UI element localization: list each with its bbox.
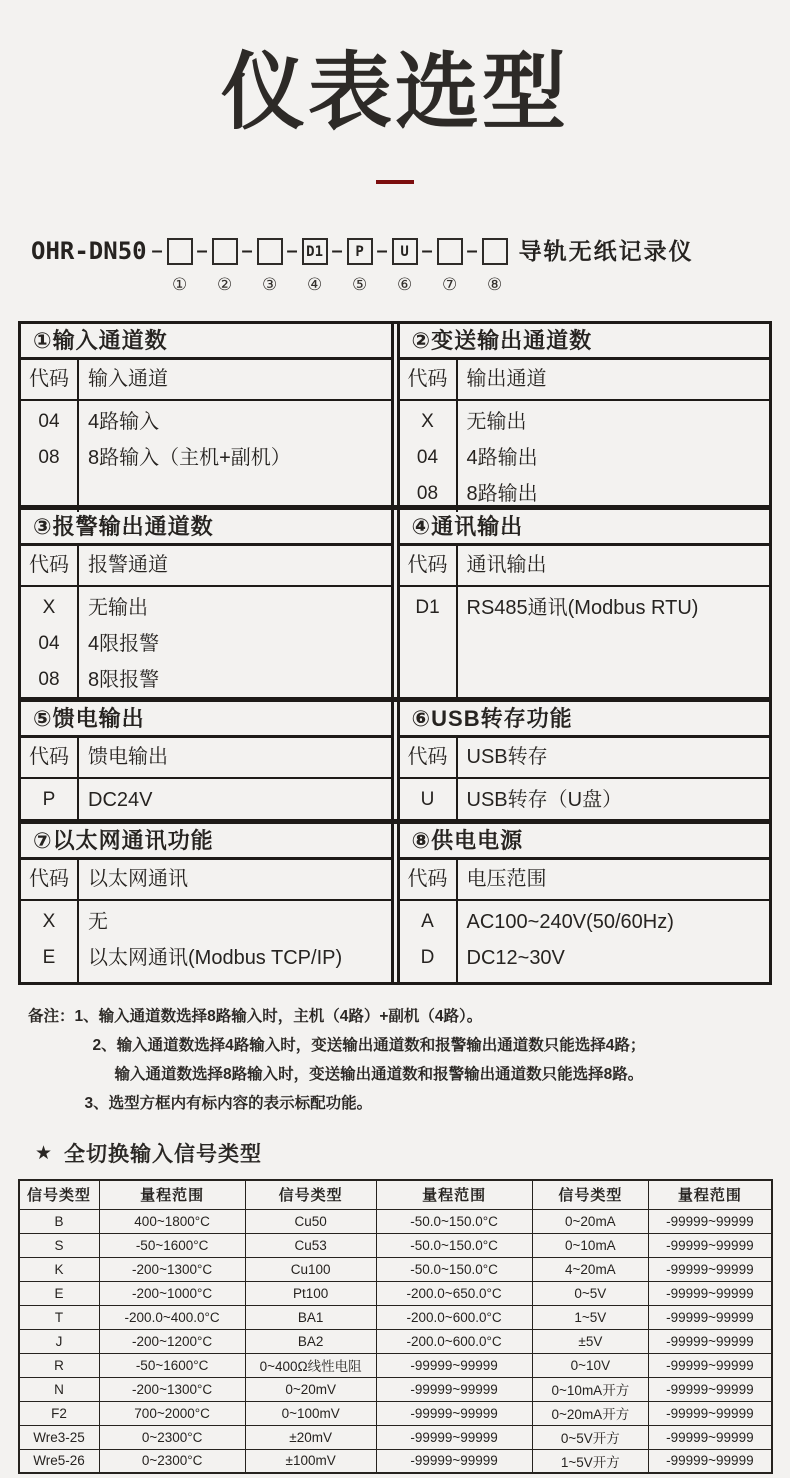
model-position [373, 236, 418, 295]
header-desc-label: USB转存 [466, 746, 548, 768]
note-line: 3、选型方框内有标内容的表示标配功能。 [84, 1095, 373, 1112]
code-value: 04 [416, 447, 439, 468]
header-code-label: 代码 [400, 738, 458, 777]
signal-type-table [18, 1179, 773, 1474]
code-value: P [42, 789, 56, 810]
table-cell: -99999~99999 [649, 1401, 772, 1425]
note-line: 输入通道数选择8路输入时，变送输出通道数和报警输出通道数只能选择8路。 [114, 1066, 644, 1083]
table-cell: ±5V [532, 1329, 649, 1353]
signal-table-header-cell: 信号类型 [245, 1180, 376, 1209]
code-value: A [421, 911, 434, 932]
table-cell: -200~1300°C [99, 1257, 245, 1281]
table-cell: -99999~99999 [649, 1449, 772, 1473]
table-cell: 0~5V开方 [532, 1425, 649, 1449]
table-cell: -99999~99999 [649, 1329, 772, 1353]
table-cell: -99999~99999 [376, 1425, 532, 1449]
dash-separator: – [331, 240, 343, 262]
model-code-box-filled: D1 [302, 238, 328, 265]
code-value: U [420, 789, 435, 810]
position-number: ③ [261, 275, 278, 294]
table-row [19, 1401, 772, 1425]
star-icon: ★ [35, 1142, 54, 1164]
position-number: ① [171, 275, 188, 294]
selection-block [400, 510, 770, 698]
header-code-label: 代码 [21, 860, 79, 899]
signal-section-title-text: 全切换输入信号类型 [64, 1143, 263, 1166]
position-number: ⑥ [396, 275, 413, 294]
header-desc-label: 输入通道 [88, 368, 168, 390]
selection-block [21, 510, 391, 698]
desc-value: DC12~30V [466, 947, 565, 969]
code-value: X [42, 597, 56, 618]
header-code-label: 代码 [21, 738, 79, 777]
code-column [21, 901, 79, 982]
code-value: 08 [38, 669, 60, 690]
selection-block-header [400, 860, 770, 901]
header-code-label: 代码 [400, 546, 458, 585]
table-row [19, 1329, 772, 1353]
table-cell: 1~5V开方 [532, 1449, 649, 1473]
table-cell: -99999~99999 [649, 1209, 772, 1233]
model-code-box-empty [257, 238, 283, 265]
model-position [463, 236, 508, 295]
table-cell: Cu100 [245, 1257, 376, 1281]
code-value: X [42, 911, 56, 932]
code-column [400, 779, 458, 819]
table-cell: -99999~99999 [649, 1425, 772, 1449]
table-row [19, 1209, 772, 1233]
table-row [19, 1449, 772, 1473]
table-row [19, 1377, 772, 1401]
signal-table-header-cell: 量程范围 [99, 1180, 245, 1209]
model-suffix: 导轨无纸记录仪 [518, 238, 694, 264]
model-code-box-filled: U [392, 238, 418, 265]
header-desc-label: 电压范围 [466, 868, 547, 890]
model-code-box-empty [482, 238, 508, 265]
table-cell: -99999~99999 [649, 1281, 772, 1305]
selection-block-title: ⑧供电电源 [400, 824, 770, 860]
table-cell: 0~5V [532, 1281, 649, 1305]
table-cell: Pt100 [245, 1281, 376, 1305]
table-cell: -200.0~400.0°C [99, 1305, 245, 1329]
dash-separator: – [376, 240, 388, 262]
desc-column [79, 401, 391, 512]
header-desc-label: 以太网通讯 [88, 868, 188, 890]
header-code-label: 代码 [400, 860, 458, 899]
table-cell: -99999~99999 [649, 1353, 772, 1377]
header-desc-label: 馈电输出 [88, 746, 168, 768]
desc-value: 4路输入 [88, 411, 160, 433]
dash-separator: – [421, 240, 433, 262]
table-cell: -99999~99999 [376, 1449, 532, 1473]
selection-block [400, 702, 770, 819]
code-column [21, 587, 79, 698]
model-code-box-empty [437, 238, 463, 265]
selection-block-title: ⑤馈电输出 [21, 702, 391, 738]
desc-value: 以太网通讯(Modbus TCP/IP) [88, 947, 343, 969]
notes [28, 1002, 790, 1118]
title-underline [376, 180, 414, 184]
desc-value: RS485通讯(Modbus RTU) [466, 597, 699, 619]
code-value: 08 [38, 447, 60, 468]
table-cell: S [19, 1233, 100, 1257]
dash-separator: – [241, 240, 253, 262]
table-cell: 4~20mA [532, 1257, 649, 1281]
model-code-box-filled: P [347, 238, 373, 265]
position-number: ⑦ [441, 275, 458, 294]
table-cell: Wre5-26 [19, 1449, 100, 1473]
table-cell: -99999~99999 [649, 1377, 772, 1401]
selection-block-header [21, 738, 391, 779]
table-cell: J [19, 1329, 100, 1353]
table-cell: BA1 [245, 1305, 376, 1329]
table-cell: -200~1300°C [99, 1377, 245, 1401]
model-code-box-empty [167, 238, 193, 265]
desc-column [79, 901, 391, 982]
table-cell: -99999~99999 [376, 1353, 532, 1377]
table-row [19, 1425, 772, 1449]
code-column [400, 401, 458, 512]
table-cell: 1~5V [532, 1305, 649, 1329]
selection-pair-row [21, 824, 769, 982]
table-cell: -50.0~150.0°C [376, 1257, 532, 1281]
header-code-label: 代码 [21, 546, 79, 585]
desc-value: 无输出 [88, 597, 148, 619]
table-cell: E [19, 1281, 100, 1305]
table-cell: 400~1800°C [99, 1209, 245, 1233]
table-cell: 0~400Ω线性电阻 [245, 1353, 376, 1377]
desc-value: 8路输出 [466, 483, 538, 505]
desc-column [458, 901, 770, 982]
table-cell: -200~1000°C [99, 1281, 245, 1305]
position-number: ② [216, 275, 233, 294]
selection-block-title: ②变送输出通道数 [400, 324, 770, 360]
selection-pair-row [21, 324, 769, 505]
table-cell: 0~10V [532, 1353, 649, 1377]
selection-block-header [21, 860, 391, 901]
signal-table-header-cell: 量程范围 [649, 1180, 772, 1209]
table-cell: Wre3-25 [19, 1425, 100, 1449]
note-line: 1、输入通道数选择8路输入时，主机（4路）+副机（4路）。 [74, 1008, 483, 1025]
selection-block [400, 324, 770, 512]
table-cell: 0~20mA [532, 1209, 649, 1233]
model-position [328, 236, 373, 295]
selection-block-header [400, 738, 770, 779]
signal-section-title [35, 1138, 790, 1168]
table-cell: -50~1600°C [99, 1353, 245, 1377]
desc-value: DC24V [88, 789, 153, 811]
table-row [19, 1305, 772, 1329]
code-value: 04 [38, 633, 60, 654]
selection-block-title: ①输入通道数 [21, 324, 391, 360]
signal-table-header-cell: 信号类型 [532, 1180, 649, 1209]
model-code-box-empty [212, 238, 238, 265]
note-line: 2、输入通道数选择4路输入时，变送输出通道数和报警输出通道数只能选择4路； [92, 1037, 646, 1054]
table-cell: 0~10mA [532, 1233, 649, 1257]
table-cell: -99999~99999 [649, 1233, 772, 1257]
notes-lines [75, 1002, 646, 1118]
dash-separator: – [466, 240, 478, 262]
table-row [19, 1257, 772, 1281]
desc-column [79, 779, 391, 819]
desc-value: AC100~240V(50/60Hz) [466, 911, 674, 933]
desc-column [79, 587, 391, 698]
table-cell: ±20mV [245, 1425, 376, 1449]
table-cell: -200.0~600.0°C [376, 1329, 532, 1353]
code-column [400, 901, 458, 982]
table-cell: 0~2300°C [99, 1449, 245, 1473]
model-position [238, 236, 283, 295]
code-column [400, 587, 458, 698]
table-cell: K [19, 1257, 100, 1281]
table-cell: Cu53 [245, 1233, 376, 1257]
selection-block-title: ⑦以太网通讯功能 [21, 824, 391, 860]
code-value: 08 [416, 483, 439, 504]
header-code-label: 代码 [21, 360, 79, 399]
table-cell: ±100mV [245, 1449, 376, 1473]
page-title: 仪表选型 [220, 45, 569, 139]
selection-block [400, 824, 770, 982]
notes-label: 备注： [28, 1008, 75, 1025]
table-cell: -50.0~150.0°C [376, 1209, 532, 1233]
signal-table-header-row [19, 1180, 772, 1209]
desc-value: 8限报警 [88, 669, 160, 691]
selection-pair-row [21, 702, 769, 819]
selection-table [18, 321, 772, 985]
selection-block-title: ⑥USB转存功能 [400, 702, 770, 738]
table-cell: -99999~99999 [376, 1377, 532, 1401]
table-cell: 0~10mA开方 [532, 1377, 649, 1401]
model-prefix: OHR-DN50 [31, 237, 147, 265]
model-position [283, 236, 328, 295]
header-code-label: 代码 [400, 360, 458, 399]
code-value: E [42, 947, 56, 968]
selection-block-header [400, 360, 770, 401]
desc-column [458, 779, 770, 819]
dash-separator: – [151, 240, 163, 262]
desc-column [458, 587, 770, 698]
table-cell: 700~2000°C [99, 1401, 245, 1425]
selection-block-header [21, 360, 391, 401]
table-cell: N [19, 1377, 100, 1401]
table-row [19, 1353, 772, 1377]
model-position [193, 236, 238, 295]
code-column [21, 401, 79, 512]
desc-value: 无 [88, 911, 108, 933]
signal-table-header-cell: 量程范围 [376, 1180, 532, 1209]
desc-value: 4路输出 [466, 447, 538, 469]
header-desc-label: 报警通道 [88, 554, 168, 576]
model-position [418, 236, 463, 295]
header-desc-label: 输出通道 [466, 368, 547, 390]
table-cell: B [19, 1209, 100, 1233]
table-cell: -50.0~150.0°C [376, 1233, 532, 1257]
desc-value: 4限报警 [88, 633, 160, 655]
table-cell: 0~100mV [245, 1401, 376, 1425]
table-cell: -200.0~650.0°C [376, 1281, 532, 1305]
table-cell: -99999~99999 [649, 1257, 772, 1281]
position-number: ⑧ [486, 275, 503, 294]
table-cell: -200.0~600.0°C [376, 1305, 532, 1329]
dash-separator: – [196, 240, 208, 262]
desc-value: USB转存（U盘） [466, 789, 623, 811]
table-cell: -50~1600°C [99, 1233, 245, 1257]
table-cell: -99999~99999 [649, 1305, 772, 1329]
desc-value: 无输出 [466, 411, 527, 433]
selection-block-title: ④通讯输出 [400, 510, 770, 546]
header-desc-label: 通讯输出 [466, 554, 547, 576]
selection-block-header [21, 546, 391, 587]
table-cell: 0~2300°C [99, 1425, 245, 1449]
selection-pair-row [21, 510, 769, 697]
code-value: 04 [38, 411, 60, 432]
table-cell: 0~20mA开方 [532, 1401, 649, 1425]
position-number: ④ [306, 275, 323, 294]
table-cell: -99999~99999 [376, 1401, 532, 1425]
table-cell: R [19, 1353, 100, 1377]
table-row [19, 1281, 772, 1305]
signal-table-header-cell: 信号类型 [19, 1180, 100, 1209]
selection-block-header [400, 546, 770, 587]
desc-column [458, 401, 770, 512]
selection-block [21, 324, 391, 512]
table-cell: 0~20mV [245, 1377, 376, 1401]
dash-separator: – [286, 240, 298, 262]
table-cell: F2 [19, 1401, 100, 1425]
selection-block [21, 824, 391, 982]
code-column [21, 779, 79, 819]
desc-value: 8路输入（主机+副机） [88, 447, 291, 469]
table-cell: -200~1200°C [99, 1329, 245, 1353]
selection-block-title: ③报警输出通道数 [21, 510, 391, 546]
code-value: X [421, 411, 434, 432]
model-position [148, 236, 193, 295]
table-cell: T [19, 1305, 100, 1329]
table-row [19, 1233, 772, 1257]
model-positions [148, 236, 508, 295]
table-cell: Cu50 [245, 1209, 376, 1233]
selection-block [21, 702, 391, 819]
code-value: D [420, 947, 435, 968]
table-cell: BA2 [245, 1329, 376, 1353]
code-value: D1 [415, 597, 440, 618]
model-code-line [31, 236, 790, 295]
position-number: ⑤ [351, 275, 368, 294]
